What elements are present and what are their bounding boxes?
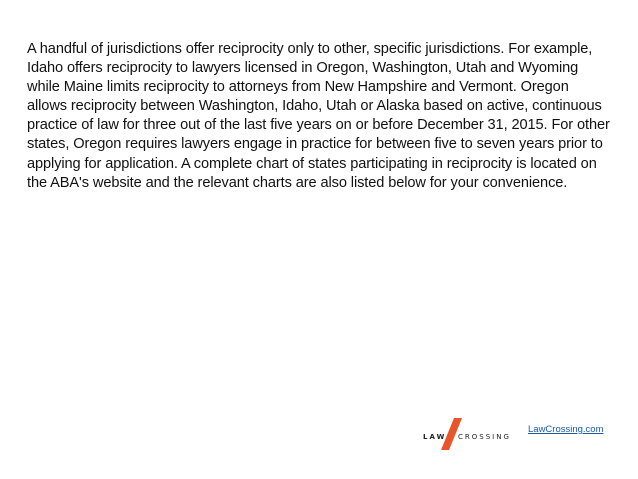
footer [0,412,638,452]
logo-word-law: LAW [423,433,447,441]
lawcrossing-link[interactable]: LawCrossing.com [528,424,604,435]
lawcrossing-logo [421,418,521,450]
reciprocity-paragraph: A handful of jurisdictions offer reciprocity only to other, specific jurisdictions. For example, Idaho offers reciprocity to lawyers licensed in Oregon, Washington, Utah and Wyoming while Maine limits reciprocity to attorneys from New Hampshire and Vermont. Oregon allows reciprocity between Washington, Idaho, Utah or Alaska based on active, continuous practice of law for three out of the last five years on or before December 31, 2015. For other states, Oregon requires lawyers engage in practice for between five to seven years prior to applying for application. A complete chart of states participating in reciprocity is located on the ABA's website and the relevant charts are also listed below for your convenience. [27,41,610,191]
logo-word-crossing: CROSSING [458,433,511,441]
